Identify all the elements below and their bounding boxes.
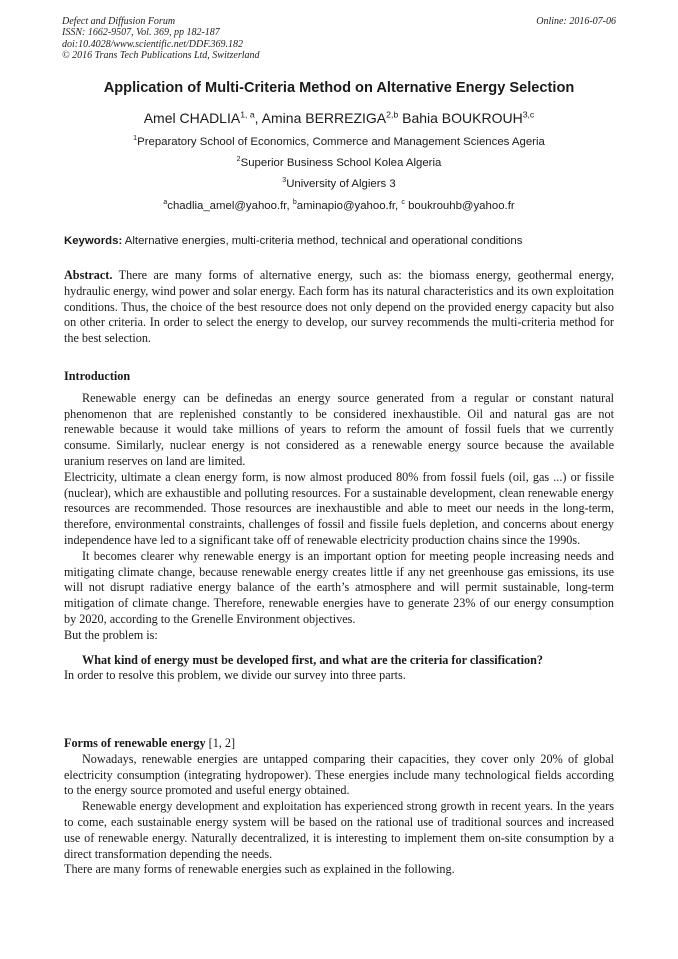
forms-section [64, 736, 614, 878]
journal-header [62, 16, 260, 62]
research-question: What kind of energy must be developed first, and what are the criteria for classification? [82, 652, 543, 667]
affiliation-sup: 2 [236, 156, 241, 164]
paragraph: But the problem is: [64, 627, 158, 642]
keywords-label: Keywords: [64, 235, 123, 247]
paragraph: There are many forms of renewable energies such as explained in the following. [64, 862, 455, 877]
author-sup: 1, a [240, 109, 255, 120]
affiliation-text: Superior Business School Kolea Algeria [240, 157, 442, 169]
affiliation [0, 178, 678, 190]
section-refs: [1, 2] [205, 736, 236, 750]
email-sup: b [292, 199, 297, 207]
affiliation-text: Preparatory School of Economics, Commerce and Management Sciences Ageria [137, 136, 545, 148]
keywords-text: Alternative energies, multi-criteria method, technical and operational conditions [124, 235, 523, 247]
author-name: Bahia BOUKROUH [402, 110, 523, 126]
author-name: Amina BERREZIGA [261, 110, 387, 126]
section-heading: Introduction [64, 369, 131, 383]
paragraph: In order to resolve this problem, we divide our survey into three parts. [64, 668, 406, 683]
paragraph: Nowadays, renewable energies are untapped comparing their capacities, they cover only 20% of global electricity consumption (integrating hydropower). These energies include many technological fields according to the energy source promoted and useful energy obtained. [64, 751, 614, 798]
keywords [64, 235, 624, 247]
email-address: aminapio@yahoo.fr, [296, 200, 399, 212]
affiliation-text: University of Algiers 3 [286, 178, 396, 190]
journal-copyright: © 2016 Trans Tech Publications Ltd, Switzerland [62, 50, 260, 62]
author-name: Amel CHADLIA [143, 110, 241, 126]
email-line [0, 200, 678, 212]
affiliation-sup: 3 [282, 177, 287, 185]
affiliation [0, 136, 678, 148]
email-sup: a [163, 199, 168, 207]
email-sup: c [401, 199, 405, 207]
journal-doi: doi:10.4028/www.scientific.net/DDF.369.182 [62, 38, 244, 50]
abstract-text: There are many forms of alternative energy, such as: the biomass energy, geothermal energy, hydraulic energy, wind power and solar energy. Each form has its natural characteristics and its own exploitation conditions. Thus, the choice of the best resource does not only depend on the provided energy capacity but also on other criteria. In order to select the energy to develop, our survey recommends the multi-criteria method for the best selection. [64, 268, 614, 346]
abstract [64, 268, 614, 347]
affiliation [0, 157, 678, 169]
affiliation-sup: 1 [133, 135, 138, 143]
paragraph: Renewable energy development and exploitation has experienced strong growth in recent years. In the years to come, each sustainable energy system will be based on the rational use of traditional sources and increased use of renewable energy. Naturally decentralized, it is interesting to implement them on-site consumption by a direct transformation depending the needs. [64, 799, 614, 861]
email-address: chadlia_amel@yahoo.fr, [167, 200, 290, 212]
paragraph: It becomes clearer why renewable energy is an important option for meeting people increasing needs and mitigating climate change, because renewable energy creates little if any net greenhouse gas emissions, its use will not disrupt radiative energy balance of the earth’s atmosphere and will permit sustainable, long-term mitigation of climate change. Therefore, renewable energies have to generate 23% of our energy consumption by 2020, according to the Grenelle Environment objectives. [64, 548, 614, 626]
paragraph: Electricity, ultimate a clean energy form, is now almost produced 80% from fossil fuels (oil, gas ...) or fissile (nuclear), which are exhaustible and polluting resources. For a sustainable development, clean renewable energy resources are recommended. Those resources are inexhaustible and able to meet our needs in the long-term, therefore, environmental constraints, challenges of fossil and fissile fuels depletion, and concerns about energy independence have led to a significant take off of renewable electricity production chains since the 1990s. [64, 469, 614, 547]
journal-name: Defect and Diffusion Forum [62, 16, 176, 27]
online-date: Online: 2016-07-06 [536, 16, 616, 27]
author-sup: 2,b [386, 109, 399, 120]
section-heading: Forms of renewable energy [64, 736, 206, 750]
abstract-label: Abstract. [64, 268, 113, 282]
paper-title: Application of Multi-Criteria Method on Alternative Energy Selection [103, 80, 575, 96]
journal-issn: ISSN: 1662-9507, Vol. 369, pp 182-187 [62, 27, 220, 39]
email-address: boukrouhb@yahoo.fr [408, 200, 515, 212]
author-sup: 3,c [522, 109, 535, 120]
introduction-section [64, 369, 614, 684]
author-list: Amel CHADLIA$^{1, a}$, Amina BERREZIGA$^{2,b}$ Bahia BOUKROUH$^{3,c}$ [143, 109, 535, 126]
paragraph: Renewable energy can be definedas an energy source generated from a regular or constant natural phenomenon that are replenished constantly to be considered inexhaustible. Oil and natural gas are not renewable because it would take millions of years to reform the amount of fossil fuels that we currently consume. Similarly, nuclear energy is not considered as a renewable energy source because the available uranium reserves on land are limited. [64, 390, 614, 468]
